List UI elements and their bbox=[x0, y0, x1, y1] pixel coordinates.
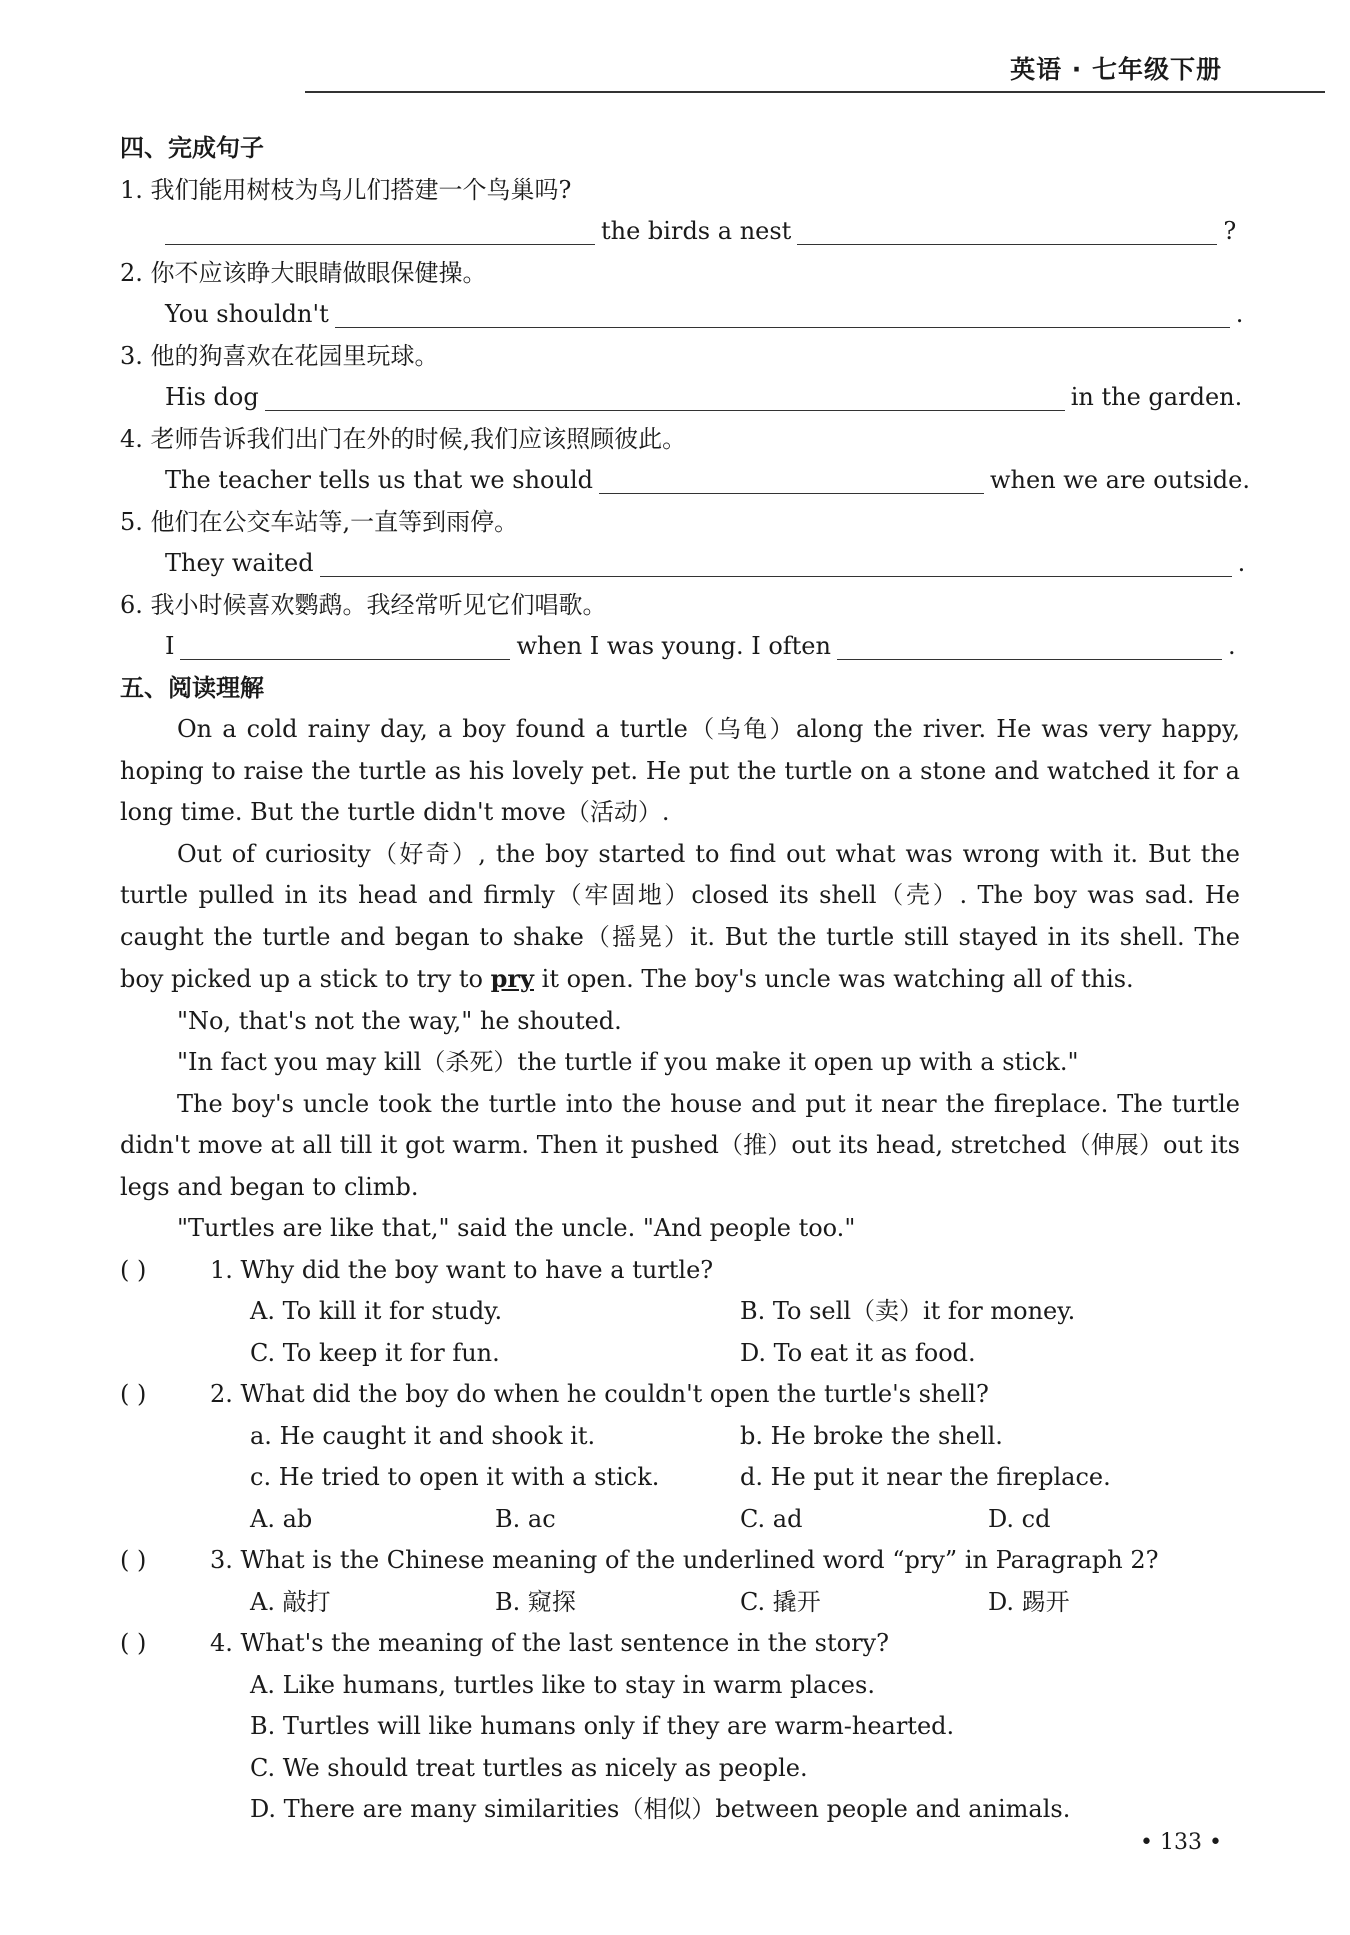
choice: B. ac bbox=[495, 1504, 556, 1533]
answer-blank[interactable] bbox=[165, 214, 595, 245]
s4-item3-cn: 3. 他的狗喜欢在花园里玩球。 bbox=[120, 341, 439, 370]
option: A. 敲打 bbox=[250, 1587, 331, 1616]
s4-item1-cn: 1. 我们能用树枝为鸟儿们搭建一个鸟巢吗? bbox=[120, 175, 572, 204]
choice: A. ab bbox=[250, 1504, 313, 1533]
option: D. There are many similarities（相似）between people and animals. bbox=[250, 1795, 1071, 1823]
option: b. He broke the shell. bbox=[740, 1421, 1003, 1450]
s4-item2-en: You shouldn't . bbox=[120, 294, 1240, 336]
s4-item1-en: the birds a nest ? bbox=[120, 211, 1240, 253]
s4-item6-cn: 6. 我小时候喜欢鹦鹉。我经常听见它们唱歌。 bbox=[120, 590, 607, 619]
answer-blank[interactable] bbox=[265, 380, 1065, 411]
question-stem: 2. What did the boy do when he couldn't open the turtle's shell? bbox=[210, 1380, 989, 1408]
option: B. 窥探 bbox=[495, 1587, 576, 1616]
question-3 bbox=[120, 1540, 1240, 1582]
option: B. Turtles will like humans only if they are warm-hearted. bbox=[250, 1712, 955, 1740]
answer-paren[interactable]: ( ) bbox=[120, 1546, 147, 1574]
answer-blank[interactable] bbox=[320, 546, 1232, 577]
question-stem: 1. Why did the boy want to have a turtle? bbox=[210, 1255, 714, 1284]
s4-item2-cn: 2. 你不应该睁大眼睛做眼保健操。 bbox=[120, 258, 487, 287]
answer-blank[interactable] bbox=[180, 629, 510, 660]
question-2 bbox=[120, 1374, 1240, 1416]
s4-item5-en: They waited . bbox=[120, 543, 1240, 585]
underlined-word-pry: pry bbox=[490, 964, 534, 993]
reading-paragraph-2: Out of curiosity（好奇）, the boy started to find out what was wrong with it. But the turtle pulled in its head and firmly（牢固地）closed its shell（壳）. The boy was sad. He caught the turtle and began to shake（摇晃）it. But the turtle still stayed in its shell. The boy picked up a stick to try to pry it open. The boy's uncle was watching all of this. bbox=[120, 839, 1240, 993]
answer-paren[interactable]: ( ) bbox=[120, 1629, 147, 1657]
reading-paragraph-6: "Turtles are like that," said the uncle. "And people too." bbox=[177, 1214, 856, 1242]
option: A. To kill it for study. bbox=[250, 1297, 503, 1325]
option: a. He caught it and shook it. bbox=[250, 1421, 596, 1450]
page-content bbox=[120, 128, 1250, 1831]
reading-paragraph-3: "No, that's not the way," he shouted. bbox=[177, 1006, 622, 1035]
option: C. 撬开 bbox=[740, 1587, 821, 1616]
option: d. He put it near the fireplace. bbox=[740, 1463, 1111, 1491]
answer-paren[interactable]: ( ) bbox=[120, 1255, 147, 1284]
option: A. Like humans, turtles like to stay in warm places. bbox=[250, 1670, 875, 1699]
reading-paragraph-5: The boy's uncle took the turtle into the house and put it near the fireplace. The turtle didn't move at all till it got warm. Then it pushed（推）out its head, stretched（伸展）out its legs and began to climb. bbox=[120, 1089, 1240, 1201]
question-stem: 4. What's the meaning of the last sentence in the story? bbox=[210, 1629, 889, 1657]
option: D. To eat it as food. bbox=[740, 1338, 976, 1367]
option: D. 踢开 bbox=[988, 1587, 1070, 1616]
s4-item4-en: The teacher tells us that we should when we are outside. bbox=[120, 460, 1240, 502]
answer-blank[interactable] bbox=[335, 297, 1230, 328]
answer-blank[interactable] bbox=[599, 463, 984, 494]
reading-paragraph-4: "In fact you may kill（杀死）the turtle if you make it open up with a stick." bbox=[177, 1048, 1079, 1076]
option: c. He tried to open it with a stick. bbox=[250, 1463, 660, 1491]
answer-blank[interactable] bbox=[797, 214, 1217, 245]
reading-paragraph-1: On a cold rainy day, a boy found a turtle（乌龟）along the river. He was very happy, hoping to raise the turtle as his lovely pet. He put the turtle on a stone and watched it for a long time. But the turtle didn't move（活动）. bbox=[120, 715, 1240, 826]
section5-title: 五、阅读理解 bbox=[120, 673, 264, 702]
s4-item6-en: I when I was young. I often . bbox=[120, 626, 1240, 668]
option: C. We should treat turtles as nicely as people. bbox=[250, 1753, 808, 1782]
header-title: 英语 · 七年级下册 bbox=[1010, 55, 1222, 84]
option: C. To keep it for fun. bbox=[250, 1338, 500, 1367]
answer-blank[interactable] bbox=[837, 629, 1222, 660]
question-4 bbox=[120, 1623, 1240, 1665]
question-1 bbox=[120, 1250, 1240, 1292]
option: B. To sell（卖）it for money. bbox=[740, 1297, 1076, 1325]
s4-item3-en: His dog in the garden. bbox=[120, 377, 1240, 419]
choice: D. cd bbox=[988, 1504, 1051, 1533]
section4-title: 四、完成句子 bbox=[120, 134, 264, 162]
choice: C. ad bbox=[740, 1504, 803, 1533]
question-stem: 3. What is the Chinese meaning of the underlined word “pry” in Paragraph 2? bbox=[210, 1546, 1159, 1574]
page-number: • 133 • bbox=[1140, 1830, 1222, 1855]
s4-item5-cn: 5. 他们在公交车站等,一直等到雨停。 bbox=[120, 507, 519, 536]
answer-paren[interactable]: ( ) bbox=[120, 1380, 147, 1408]
s4-item4-cn: 4. 老师告诉我们出门在外的时候,我们应该照顾彼此。 bbox=[120, 424, 687, 453]
header-rule bbox=[305, 91, 1325, 93]
